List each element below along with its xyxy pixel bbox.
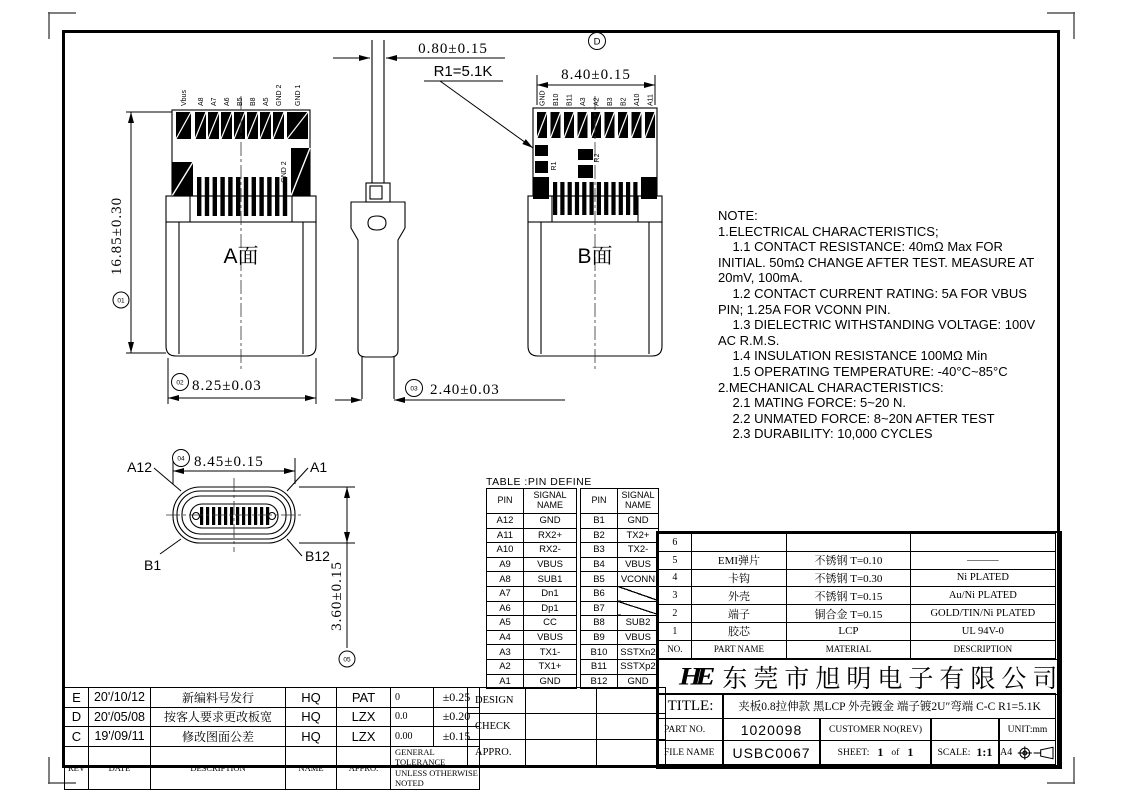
pin-cell: VCONN bbox=[618, 572, 659, 587]
bom-table bbox=[658, 533, 1056, 659]
sheet-number: 1 bbox=[877, 745, 884, 759]
a-side-pad-label: B8 bbox=[250, 97, 257, 106]
pin-cell: Dn1 bbox=[524, 586, 577, 601]
approval-cell bbox=[597, 688, 666, 714]
approval-cell bbox=[526, 688, 597, 714]
pin-cell: A4 bbox=[487, 630, 524, 645]
bom-header-cell: PART NAME bbox=[691, 640, 787, 658]
note-line: INITIAL. 50mΩ CHANGE AFTER TEST. MEASURE AT bbox=[718, 254, 1035, 270]
note-line: AC R.M.S. bbox=[718, 332, 780, 348]
bom-header-cell: NO. bbox=[659, 640, 692, 658]
bom-cell: 卡钩 bbox=[691, 569, 787, 587]
pin-cell: GND bbox=[618, 674, 659, 689]
dim-b-width: 8.40±0.15 bbox=[561, 67, 631, 83]
table-row bbox=[581, 514, 659, 529]
note-line: 2.2 UNMATED FORCE: 8~20N AFTER TEST bbox=[718, 410, 995, 426]
table-row bbox=[487, 514, 577, 529]
bom-cell: 铜合金 T=0.15 bbox=[787, 605, 910, 623]
dim-a-width: 8.25±0.03 bbox=[192, 378, 262, 394]
a-side-gnd2-label: GND 2 bbox=[281, 161, 288, 183]
b-side-pad-label: A3 bbox=[580, 97, 587, 106]
sheet-label: SHEET: bbox=[837, 747, 870, 758]
revision-header-cell: REV bbox=[65, 746, 89, 790]
bom-cell: 不锈钢 T=0.30 bbox=[787, 569, 910, 587]
a-side-pad-label: A5 bbox=[263, 97, 270, 106]
note-line: 1.1 CONTACT RESISTANCE: 40mΩ Max FOR bbox=[718, 239, 1003, 255]
b-side-pad-label: B3 bbox=[607, 97, 614, 106]
front-pin-a1-label: A1 bbox=[310, 459, 328, 475]
note-line: NOTE: bbox=[718, 208, 758, 223]
third-angle-projection-icon bbox=[1016, 745, 1055, 761]
pin-cell: B10 bbox=[581, 645, 618, 660]
pin-cell bbox=[618, 601, 659, 616]
table-row bbox=[581, 645, 659, 660]
bom-cell: 6 bbox=[659, 534, 692, 552]
revision-cell: 0.0 bbox=[391, 707, 434, 727]
bom-cell: 胶芯 bbox=[691, 622, 787, 640]
part-no-label: PART NO. bbox=[658, 718, 723, 741]
pin-cell: B4 bbox=[581, 557, 618, 572]
revision-cell: HQ bbox=[286, 707, 337, 727]
pin-cell: TX2- bbox=[618, 543, 659, 558]
resistor-r1-label: R1 bbox=[551, 161, 558, 171]
pin-cell: B7 bbox=[581, 601, 618, 616]
a-side-pad-label: GND 2 bbox=[276, 84, 283, 106]
dim-front-height: 3.60±0.15 bbox=[329, 561, 345, 631]
file-name-label: FILE NAME bbox=[658, 740, 723, 765]
table-row bbox=[659, 622, 1056, 640]
pin-cell: TX2+ bbox=[618, 528, 659, 543]
table-row bbox=[487, 645, 577, 660]
part-no-row bbox=[658, 718, 1056, 741]
revision-header-cell: NAME bbox=[286, 746, 337, 790]
general-tolerance-note: GENERAL TOLERANCE UNLESS OTHERWISE NOTED bbox=[391, 746, 480, 790]
note-line: 1.ELECTRICAL CHARACTERISTICS; bbox=[718, 223, 939, 239]
dim-side-width: 2.40±0.03 bbox=[430, 382, 500, 398]
revision-table bbox=[64, 687, 480, 790]
pin-cell: A1 bbox=[487, 674, 524, 689]
table-row bbox=[659, 551, 1056, 569]
revision-cell: 新编料号发行 bbox=[151, 688, 286, 708]
company-name: 东莞市旭明电子有限公司 bbox=[722, 666, 1064, 693]
drawing-title: 夹板0.8拉伸款 黑LCP 外壳镀金 端子镀2U″弯端 C-C R1=5.1K bbox=[723, 693, 1056, 719]
b-side-pad-label: B10 bbox=[553, 93, 560, 106]
pin-cell: SSTXn2 bbox=[618, 645, 659, 660]
a-side-pad-label: B5 bbox=[237, 97, 244, 106]
table-row bbox=[468, 740, 666, 766]
customer-no-value bbox=[931, 718, 999, 741]
table-row bbox=[659, 569, 1056, 587]
bom-cell: 3 bbox=[659, 587, 692, 605]
company-logo: HE bbox=[679, 662, 709, 691]
revision-cell: 修改图面公差 bbox=[151, 727, 286, 747]
table-row bbox=[487, 586, 577, 601]
revision-header-cell: DATE bbox=[89, 746, 151, 790]
table-row bbox=[487, 616, 577, 631]
bom-cell: Ni PLATED bbox=[910, 569, 1055, 587]
bom-cell: 5 bbox=[659, 551, 692, 569]
pin-cell: TX1- bbox=[524, 645, 577, 660]
pin-cell: A6 bbox=[487, 601, 524, 616]
table-row bbox=[659, 587, 1056, 605]
front-pin-b12-label: B12 bbox=[305, 548, 330, 564]
pin-cell: A12 bbox=[487, 514, 524, 529]
revision-cell: ±0.15 bbox=[434, 727, 480, 747]
b-side-view-label: B面 bbox=[577, 245, 613, 268]
dim-a-height: 16.85±0.30 bbox=[109, 196, 125, 276]
pin-cell: Dp1 bbox=[524, 601, 577, 616]
pin-cell: B5 bbox=[581, 572, 618, 587]
file-name-value: USBC0067 bbox=[723, 740, 820, 765]
approval-cell: DESIGN bbox=[468, 688, 526, 714]
table-row bbox=[659, 640, 1056, 658]
bom-cell bbox=[787, 534, 910, 552]
revision-cell: 20'/05/08 bbox=[89, 707, 151, 727]
note-line: 2.MECHANICAL CHARACTERISTICS: bbox=[718, 379, 944, 395]
file-name-row bbox=[658, 740, 1056, 765]
scale-label: SCALE: bbox=[937, 747, 971, 758]
resistor-r2-label: R2 bbox=[594, 153, 601, 163]
table-row bbox=[468, 714, 666, 740]
balloon-04: 04 bbox=[177, 455, 185, 463]
a-side-pad-label: A6 bbox=[224, 97, 231, 106]
balloon-02: 02 bbox=[176, 379, 184, 387]
pin-cell: TX1+ bbox=[524, 659, 577, 674]
bom-cell: 不锈钢 T=0.15 bbox=[787, 587, 910, 605]
front-pin-a12-label: A12 bbox=[127, 459, 152, 475]
bom-cell: 外壳 bbox=[691, 587, 787, 605]
table-row bbox=[581, 630, 659, 645]
pin-cell: A8 bbox=[487, 572, 524, 587]
revision-cell: HQ bbox=[286, 727, 337, 747]
revision-cell: ±0.20 bbox=[434, 707, 480, 727]
balloon-05: 05 bbox=[343, 656, 351, 664]
front-pin-b1-label: B1 bbox=[144, 557, 162, 573]
pin-cell: SSTXp2 bbox=[618, 659, 659, 674]
bom-cell bbox=[910, 534, 1055, 552]
dim-side-top: 0.80±0.15 bbox=[418, 41, 488, 57]
table-row bbox=[468, 688, 666, 714]
table-row bbox=[581, 586, 659, 601]
pin-define-table-b bbox=[580, 488, 659, 689]
pin-cell: RX2+ bbox=[524, 528, 577, 543]
table-row bbox=[487, 572, 577, 587]
bom-cell bbox=[691, 534, 787, 552]
paper-size: A4 bbox=[1000, 747, 1013, 758]
pin-cell: B11 bbox=[581, 659, 618, 674]
b-side-pad-label: GND bbox=[539, 90, 547, 106]
table-row bbox=[581, 572, 659, 587]
b-side-pad-label: A10 bbox=[634, 93, 641, 106]
a-side-pad-label: GND 1 bbox=[295, 84, 302, 106]
bom-cell: GOLD/TIN/Ni PLATED bbox=[910, 605, 1055, 623]
a-side-pad-label: A7 bbox=[211, 97, 218, 106]
pin-cell: A5 bbox=[487, 616, 524, 631]
revision-cell: D bbox=[65, 707, 89, 727]
pin-table-title: TABLE :PIN DEFINE bbox=[486, 476, 592, 488]
revision-cell: 按客人要求更改板宽 bbox=[151, 707, 286, 727]
sheet-of-label: of bbox=[891, 747, 900, 758]
revision-cell: 0 bbox=[391, 688, 434, 708]
pin-cell: VBUS bbox=[524, 557, 577, 572]
revision-cell: ±0.25 bbox=[434, 688, 480, 708]
bom-cell: 1 bbox=[659, 622, 692, 640]
approval-cell bbox=[526, 714, 597, 740]
table-row bbox=[659, 534, 1056, 552]
table-row bbox=[659, 605, 1056, 623]
table-row bbox=[487, 659, 577, 674]
company-bar bbox=[658, 659, 1064, 695]
approval-table bbox=[467, 687, 666, 766]
note-line: 1.3 DIELECTRIC WITHSTANDING VOLTAGE: 100V bbox=[718, 317, 1036, 333]
bom-cell: 端子 bbox=[691, 605, 787, 623]
pin-cell: A9 bbox=[487, 557, 524, 572]
pin-cell: B2 bbox=[581, 528, 618, 543]
note-line: 2.1 MATING FORCE: 5~20 N. bbox=[718, 395, 906, 411]
pin-cell: B6 bbox=[581, 586, 618, 601]
pin-cell: A11 bbox=[487, 528, 524, 543]
table-row bbox=[65, 727, 480, 747]
scale-value: 1:1 bbox=[976, 745, 993, 759]
pin-cell: SUB2 bbox=[618, 616, 659, 631]
b-side-pad-label: A2 bbox=[593, 97, 601, 106]
pin-cell: CC bbox=[524, 616, 577, 631]
sheet-total: 1 bbox=[907, 745, 914, 759]
balloon-03: 03 bbox=[410, 385, 418, 393]
note-line: 1.2 CONTACT CURRENT RATING: 5A FOR VBUS bbox=[718, 285, 1027, 301]
revision-header-cell: APPRO. bbox=[337, 746, 391, 790]
bom-cell: ——— bbox=[910, 551, 1055, 569]
pin-cell: B12 bbox=[581, 674, 618, 689]
revision-cell: 20'/10/12 bbox=[89, 688, 151, 708]
signal-col-header: SIGNAL NAME bbox=[618, 489, 659, 514]
a-side-view-label: A面 bbox=[223, 245, 259, 268]
note-line: 1.4 INSULATION RESISTANCE 100MΩ Min bbox=[718, 348, 988, 364]
pin-col-header: PIN bbox=[581, 489, 618, 514]
pin-cell: GND bbox=[618, 514, 659, 529]
approval-cell bbox=[526, 740, 597, 766]
pin-cell: VBUS bbox=[618, 557, 659, 572]
note-line: 20mV, 100mA. bbox=[718, 270, 803, 286]
note-block bbox=[718, 208, 1070, 442]
paper-size-cell bbox=[999, 740, 1056, 765]
pin-cell bbox=[618, 586, 659, 601]
b-side-pad-label: B11 bbox=[566, 94, 574, 106]
bom-cell: UL 94V-0 bbox=[910, 622, 1055, 640]
pin-cell: A2 bbox=[487, 659, 524, 674]
pin-cell: VBUS bbox=[618, 630, 659, 645]
pin-cell: A3 bbox=[487, 645, 524, 660]
resistor-annotation: R1=5.1K bbox=[433, 63, 493, 80]
unit-label: UNIT:mm bbox=[999, 718, 1056, 741]
table-row bbox=[581, 601, 659, 616]
bom-cell: LCP bbox=[787, 622, 910, 640]
bom-cell: 2 bbox=[659, 605, 692, 623]
approval-cell bbox=[597, 740, 666, 766]
revision-cell: E bbox=[65, 688, 89, 708]
title-row bbox=[658, 693, 1056, 719]
revision-cell: HQ bbox=[286, 688, 337, 708]
pin-cell: GND bbox=[524, 674, 577, 689]
pin-cell: VBUS bbox=[524, 630, 577, 645]
part-no-value: 1020098 bbox=[723, 718, 820, 741]
title-block-region bbox=[656, 531, 1062, 769]
revision-header-cell: DESCRIPTION bbox=[151, 746, 286, 790]
table-row bbox=[487, 528, 577, 543]
pin-cell: RX2- bbox=[524, 543, 577, 558]
revision-cell: 19'/09/11 bbox=[89, 727, 151, 747]
pin-define-table-a bbox=[486, 488, 577, 689]
note-line: 1.5 OPERATING TEMPERATURE: -40°C~85°C bbox=[718, 363, 1008, 379]
table-row bbox=[65, 707, 480, 727]
approval-cell: APPRO. bbox=[468, 740, 526, 766]
pin-cell: B8 bbox=[581, 616, 618, 631]
a-side-pad-label: A8 bbox=[198, 97, 205, 106]
table-row bbox=[65, 688, 480, 708]
revision-cell: LZX bbox=[337, 727, 391, 747]
revision-cell: C bbox=[65, 727, 89, 747]
bom-cell: EMI弹片 bbox=[691, 551, 787, 569]
table-row bbox=[487, 557, 577, 572]
pin-cell: B1 bbox=[581, 514, 618, 529]
table-row bbox=[581, 528, 659, 543]
signal-col-header: SIGNAL NAME bbox=[524, 489, 577, 514]
table-row bbox=[487, 601, 577, 616]
bom-cell: 不锈钢 T=0.10 bbox=[787, 551, 910, 569]
table-row bbox=[487, 630, 577, 645]
table-row bbox=[581, 616, 659, 631]
pin-cell: GND bbox=[524, 514, 577, 529]
revision-cell: LZX bbox=[337, 707, 391, 727]
bom-cell: 4 bbox=[659, 569, 692, 587]
approval-cell bbox=[597, 714, 666, 740]
revision-cell: PAT bbox=[337, 688, 391, 708]
pin-cell: B9 bbox=[581, 630, 618, 645]
pin-cell: SUB1 bbox=[524, 572, 577, 587]
balloon-D: D bbox=[593, 36, 601, 48]
revision-cell: 0.00 bbox=[391, 727, 434, 747]
pin-cell: A7 bbox=[487, 586, 524, 601]
bom-cell: Au/Ni PLATED bbox=[910, 587, 1055, 605]
pin-cell: B3 bbox=[581, 543, 618, 558]
bom-header-cell: DESCRIPTION bbox=[910, 640, 1055, 658]
customer-no-label: CUSTOMER NO(REV) bbox=[820, 718, 931, 741]
table-row bbox=[487, 543, 577, 558]
note-line: PIN; 1.25A FOR VCONN PIN. bbox=[718, 301, 891, 317]
a-side-pad-label: Vbus bbox=[181, 90, 188, 106]
balloon-01: 01 bbox=[117, 297, 125, 305]
note-line: 2.3 DURABILITY: 10,000 CYCLES bbox=[718, 426, 933, 442]
approval-cell: CHECK bbox=[468, 714, 526, 740]
scale-cell bbox=[931, 740, 999, 765]
pin-col-header: PIN bbox=[487, 489, 524, 514]
table-row bbox=[581, 557, 659, 572]
b-side-pad-label: B2 bbox=[620, 97, 628, 106]
sheet-cell bbox=[820, 740, 931, 765]
table-row bbox=[581, 659, 659, 674]
title-label: TITLE: bbox=[658, 693, 723, 719]
dim-front-width: 8.45±0.15 bbox=[194, 454, 264, 470]
bom-header-cell: MATERIAL bbox=[787, 640, 910, 658]
table-row bbox=[581, 543, 659, 558]
pin-cell: A10 bbox=[487, 543, 524, 558]
b-side-pad-label: A11 bbox=[647, 94, 655, 106]
table-row bbox=[65, 746, 480, 790]
